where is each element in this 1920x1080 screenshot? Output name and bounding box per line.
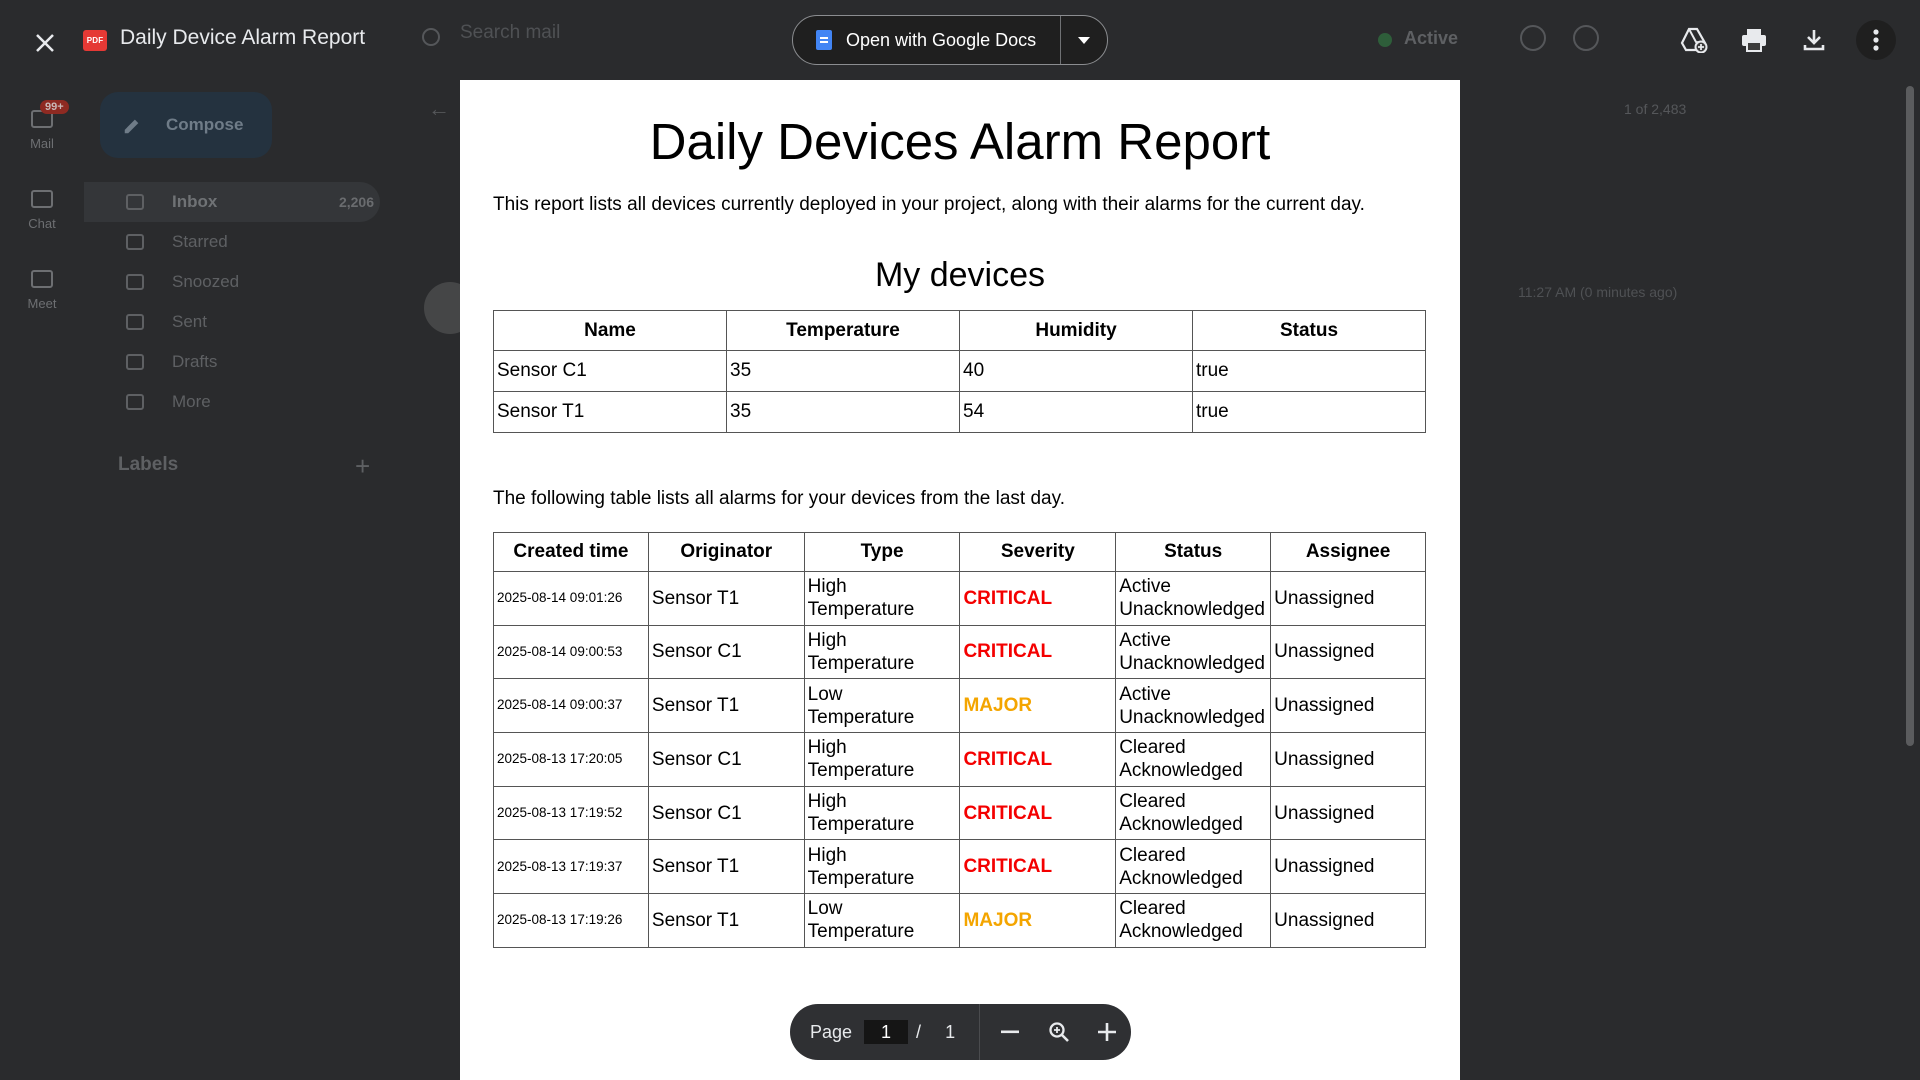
table-row bbox=[494, 572, 1426, 626]
add-label-icon[interactable]: + bbox=[355, 451, 371, 481]
message-pager: 1 of 2,483 bbox=[1624, 101, 1687, 117]
alarm-created-time: 2025-08-13 17:20:05 bbox=[494, 733, 649, 787]
alarm-severity: MAJOR bbox=[960, 679, 1116, 733]
google-docs-icon bbox=[816, 30, 832, 50]
alarm-originator: Sensor C1 bbox=[648, 733, 804, 787]
total-pages: 1 bbox=[945, 1021, 956, 1042]
alarm-severity: CRITICAL bbox=[960, 786, 1116, 840]
alarm-type bbox=[804, 572, 960, 626]
alarms-header-row bbox=[494, 533, 1426, 572]
device-status: true bbox=[1193, 392, 1426, 433]
file-title: Daily Device Alarm Report bbox=[120, 26, 366, 49]
alarm-status-line1: Cleared bbox=[1119, 790, 1186, 812]
nav-snoozed-label: Snoozed bbox=[172, 272, 240, 291]
alarm-type bbox=[804, 894, 960, 948]
alarm-status-line2: Unacknowledged bbox=[1119, 653, 1265, 675]
pdf-file-icon: PDF bbox=[83, 30, 107, 51]
alarm-type-line2: Temperature bbox=[807, 760, 915, 782]
alarms-col-assignee: Assignee bbox=[1271, 533, 1426, 572]
alarm-created-time: 2025-08-14 09:00:37 bbox=[494, 679, 649, 733]
nav-drafts[interactable] bbox=[100, 342, 380, 382]
alarm-created-time: 2025-08-13 17:19:26 bbox=[494, 894, 649, 948]
alarms-col-originator: Originator bbox=[648, 533, 804, 572]
inbox-count: 2,206 bbox=[338, 194, 374, 210]
inbox-icon bbox=[126, 194, 144, 210]
rail-mail[interactable] bbox=[0, 101, 84, 151]
alarm-status bbox=[1116, 786, 1271, 840]
alarm-status-line1: Cleared bbox=[1119, 898, 1186, 920]
nav-sent-label: Sent bbox=[172, 312, 207, 331]
alarm-type-line1: High bbox=[807, 629, 847, 651]
device-temperature: 35 bbox=[727, 392, 960, 433]
search-icon bbox=[422, 28, 440, 46]
help-icon[interactable] bbox=[1520, 25, 1546, 51]
alarm-type bbox=[804, 679, 960, 733]
open-with-docs-button[interactable] bbox=[793, 16, 1061, 64]
nav-inbox-label: Inbox bbox=[172, 192, 218, 211]
device-name: Sensor T1 bbox=[494, 392, 727, 433]
alarms-col-severity: Severity bbox=[960, 533, 1116, 572]
alarm-assignee: Unassigned bbox=[1271, 625, 1426, 679]
alarm-originator: Sensor T1 bbox=[648, 572, 804, 626]
star-icon bbox=[126, 234, 144, 250]
devices-header-row bbox=[494, 311, 1426, 351]
send-icon bbox=[126, 314, 144, 330]
print-icon bbox=[1740, 27, 1768, 53]
devices-heading: My devices bbox=[874, 256, 1046, 294]
alarm-status-line2: Acknowledged bbox=[1119, 760, 1243, 782]
open-with-label: Open with Google Docs bbox=[846, 29, 1037, 50]
table-row bbox=[494, 786, 1426, 840]
alarm-type-line2: Temperature bbox=[807, 921, 915, 943]
rail-meet[interactable] bbox=[0, 270, 84, 311]
alarm-originator: Sensor T1 bbox=[648, 894, 804, 948]
table-row bbox=[494, 351, 1426, 392]
more-options-button[interactable] bbox=[1856, 20, 1896, 60]
alarm-severity: CRITICAL bbox=[960, 572, 1116, 626]
status-selector[interactable]: Active bbox=[1404, 28, 1459, 48]
device-humidity: 54 bbox=[960, 392, 1193, 433]
alarm-type-line2: Temperature bbox=[807, 867, 915, 889]
rail-chat-label: Chat bbox=[28, 216, 56, 231]
device-temperature: 35 bbox=[727, 351, 960, 392]
alarm-status bbox=[1116, 625, 1271, 679]
nav-inbox[interactable] bbox=[84, 182, 380, 222]
alarm-type-line2: Temperature bbox=[807, 814, 915, 836]
alarm-type-line1: High bbox=[807, 844, 847, 866]
page-separator: / bbox=[916, 1021, 922, 1042]
alarms-col-status: Status bbox=[1116, 533, 1271, 572]
alarm-type-line1: High bbox=[807, 790, 847, 812]
page-navigation-bar bbox=[790, 1004, 1131, 1060]
drive-add-icon bbox=[1680, 27, 1708, 53]
alarm-type bbox=[804, 733, 960, 787]
page-label: Page bbox=[810, 1021, 853, 1042]
app-rail bbox=[0, 80, 84, 1080]
alarm-originator: Sensor T1 bbox=[648, 679, 804, 733]
devices-col-humidity: Humidity bbox=[960, 311, 1193, 351]
zoom-icon bbox=[1048, 1021, 1070, 1043]
devices-col-temperature: Temperature bbox=[727, 311, 960, 351]
alarm-created-time: 2025-08-14 09:00:53 bbox=[494, 625, 649, 679]
document-title: Daily Devices Alarm Report bbox=[649, 113, 1271, 170]
table-row bbox=[494, 894, 1426, 948]
nav-snoozed[interactable] bbox=[100, 262, 380, 302]
open-with-dropdown-button[interactable] bbox=[1061, 16, 1107, 64]
alarm-type-line1: Low bbox=[807, 683, 843, 705]
alarm-status-line1: Active bbox=[1119, 683, 1171, 705]
alarm-assignee: Unassigned bbox=[1271, 733, 1426, 787]
unread-badge: 99+ bbox=[40, 100, 69, 114]
nav-starred-label: Starred bbox=[172, 232, 228, 251]
alarm-status bbox=[1116, 733, 1271, 787]
nav-drafts-label: Drafts bbox=[172, 352, 218, 371]
alarm-created-time: 2025-08-13 17:19:52 bbox=[494, 786, 649, 840]
rail-meet-label: Meet bbox=[27, 296, 57, 311]
alarm-type-line2: Temperature bbox=[807, 653, 915, 675]
scrollbar[interactable] bbox=[1906, 86, 1914, 746]
message-time: 11:27 AM (0 minutes ago) bbox=[1518, 284, 1678, 300]
table-row bbox=[494, 840, 1426, 894]
alarm-status-line2: Unacknowledged bbox=[1119, 599, 1265, 621]
search-input[interactable]: Search mail bbox=[460, 22, 561, 43]
alarm-type bbox=[804, 786, 960, 840]
device-humidity: 40 bbox=[960, 351, 1193, 392]
pencil-icon bbox=[122, 114, 144, 136]
alarm-type-line1: High bbox=[807, 737, 847, 759]
table-row bbox=[494, 679, 1426, 733]
alarms-table bbox=[493, 532, 1426, 948]
chevron-down-icon bbox=[126, 394, 144, 410]
alarms-body bbox=[494, 572, 1426, 948]
alarm-status-line1: Active bbox=[1119, 629, 1171, 651]
alarm-severity: CRITICAL bbox=[960, 733, 1116, 787]
alarm-originator: Sensor T1 bbox=[648, 840, 804, 894]
alarm-originator: Sensor C1 bbox=[648, 786, 804, 840]
nav-starred[interactable] bbox=[100, 222, 380, 262]
nav-more[interactable] bbox=[100, 382, 380, 422]
clock-icon bbox=[126, 274, 144, 290]
devices-col-status: Status bbox=[1193, 311, 1426, 351]
alarm-severity: CRITICAL bbox=[960, 840, 1116, 894]
alarm-status bbox=[1116, 572, 1271, 626]
compose-button[interactable] bbox=[100, 92, 272, 158]
alarm-status-line2: Acknowledged bbox=[1119, 814, 1243, 836]
alarm-status bbox=[1116, 840, 1271, 894]
more-vert-icon bbox=[1873, 29, 1879, 51]
alarm-status-line2: Acknowledged bbox=[1119, 921, 1243, 943]
caret-down-icon bbox=[1078, 37, 1090, 44]
alarm-assignee: Unassigned bbox=[1271, 840, 1426, 894]
alarm-originator: Sensor C1 bbox=[648, 625, 804, 679]
nav-sent[interactable] bbox=[100, 302, 380, 342]
alarm-status bbox=[1116, 894, 1271, 948]
table-row bbox=[494, 625, 1426, 679]
alarm-status-line2: Unacknowledged bbox=[1119, 706, 1265, 728]
alarm-type-line1: High bbox=[807, 576, 847, 598]
document-intro: This report lists all devices currently deployed in your project, along with their alarms for the current day. bbox=[493, 194, 1365, 215]
device-status: true bbox=[1193, 351, 1426, 392]
alarm-severity: MAJOR bbox=[960, 894, 1116, 948]
compose-label: Compose bbox=[166, 115, 244, 134]
alarm-type-line1: Low bbox=[807, 898, 843, 920]
alarm-assignee: Unassigned bbox=[1271, 679, 1426, 733]
mail-nav bbox=[100, 182, 380, 422]
add-to-drive-button[interactable] bbox=[1676, 22, 1712, 58]
alarm-type-line2: Temperature bbox=[807, 599, 915, 621]
chat-icon bbox=[31, 190, 53, 208]
meet-icon bbox=[31, 270, 53, 288]
devices-col-name: Name bbox=[494, 311, 727, 351]
nav-more-label: More bbox=[172, 392, 211, 411]
device-name: Sensor C1 bbox=[494, 351, 727, 392]
table-row bbox=[494, 392, 1426, 433]
alarm-created-time: 2025-08-13 17:19:37 bbox=[494, 840, 649, 894]
alarm-type bbox=[804, 625, 960, 679]
alarm-assignee: Unassigned bbox=[1271, 572, 1426, 626]
alarms-col-created-time: Created time bbox=[494, 533, 649, 572]
pagebar-divider bbox=[979, 1004, 980, 1060]
rail-chat[interactable] bbox=[0, 190, 84, 231]
settings-icon[interactable] bbox=[1573, 25, 1599, 51]
alarm-status-line1: Cleared bbox=[1119, 844, 1186, 866]
alarm-assignee: Unassigned bbox=[1271, 786, 1426, 840]
alarm-created-time: 2025-08-14 09:01:26 bbox=[494, 572, 649, 626]
alarm-status bbox=[1116, 679, 1271, 733]
devices-table bbox=[493, 310, 1426, 433]
back-arrow-icon[interactable]: ← bbox=[428, 96, 450, 121]
alarm-status-line1: Active bbox=[1119, 576, 1171, 598]
open-with-control bbox=[792, 15, 1108, 65]
draft-icon bbox=[126, 354, 144, 370]
alarms-col-type: Type bbox=[804, 533, 960, 572]
alarm-type-line2: Temperature bbox=[807, 706, 915, 728]
table-row bbox=[494, 733, 1426, 787]
alarm-status-line1: Cleared bbox=[1119, 737, 1186, 759]
download-icon bbox=[1801, 27, 1827, 53]
alarm-type bbox=[804, 840, 960, 894]
alarm-assignee: Unassigned bbox=[1271, 894, 1426, 948]
alarm-status-line2: Acknowledged bbox=[1119, 867, 1243, 889]
zoom-fit-button[interactable] bbox=[1034, 1012, 1082, 1052]
rail-mail-label: Mail bbox=[30, 136, 54, 151]
plus-icon bbox=[1098, 1023, 1116, 1041]
page-number-input[interactable] bbox=[864, 1020, 908, 1044]
close-icon bbox=[34, 32, 56, 54]
alarms-intro: The following table lists all alarms for your devices from the last day. bbox=[493, 488, 1065, 509]
labels-heading: Labels bbox=[118, 454, 179, 475]
print-button[interactable] bbox=[1736, 22, 1772, 58]
zoom-out-button[interactable] bbox=[986, 1012, 1034, 1052]
pdf-page bbox=[460, 80, 1460, 1080]
minus-icon bbox=[1001, 1030, 1019, 1034]
alarm-severity: CRITICAL bbox=[960, 625, 1116, 679]
status-dot-icon bbox=[1378, 33, 1392, 47]
close-viewer-button[interactable] bbox=[28, 26, 62, 60]
zoom-in-button[interactable] bbox=[1083, 1012, 1131, 1052]
download-button[interactable] bbox=[1796, 22, 1832, 58]
